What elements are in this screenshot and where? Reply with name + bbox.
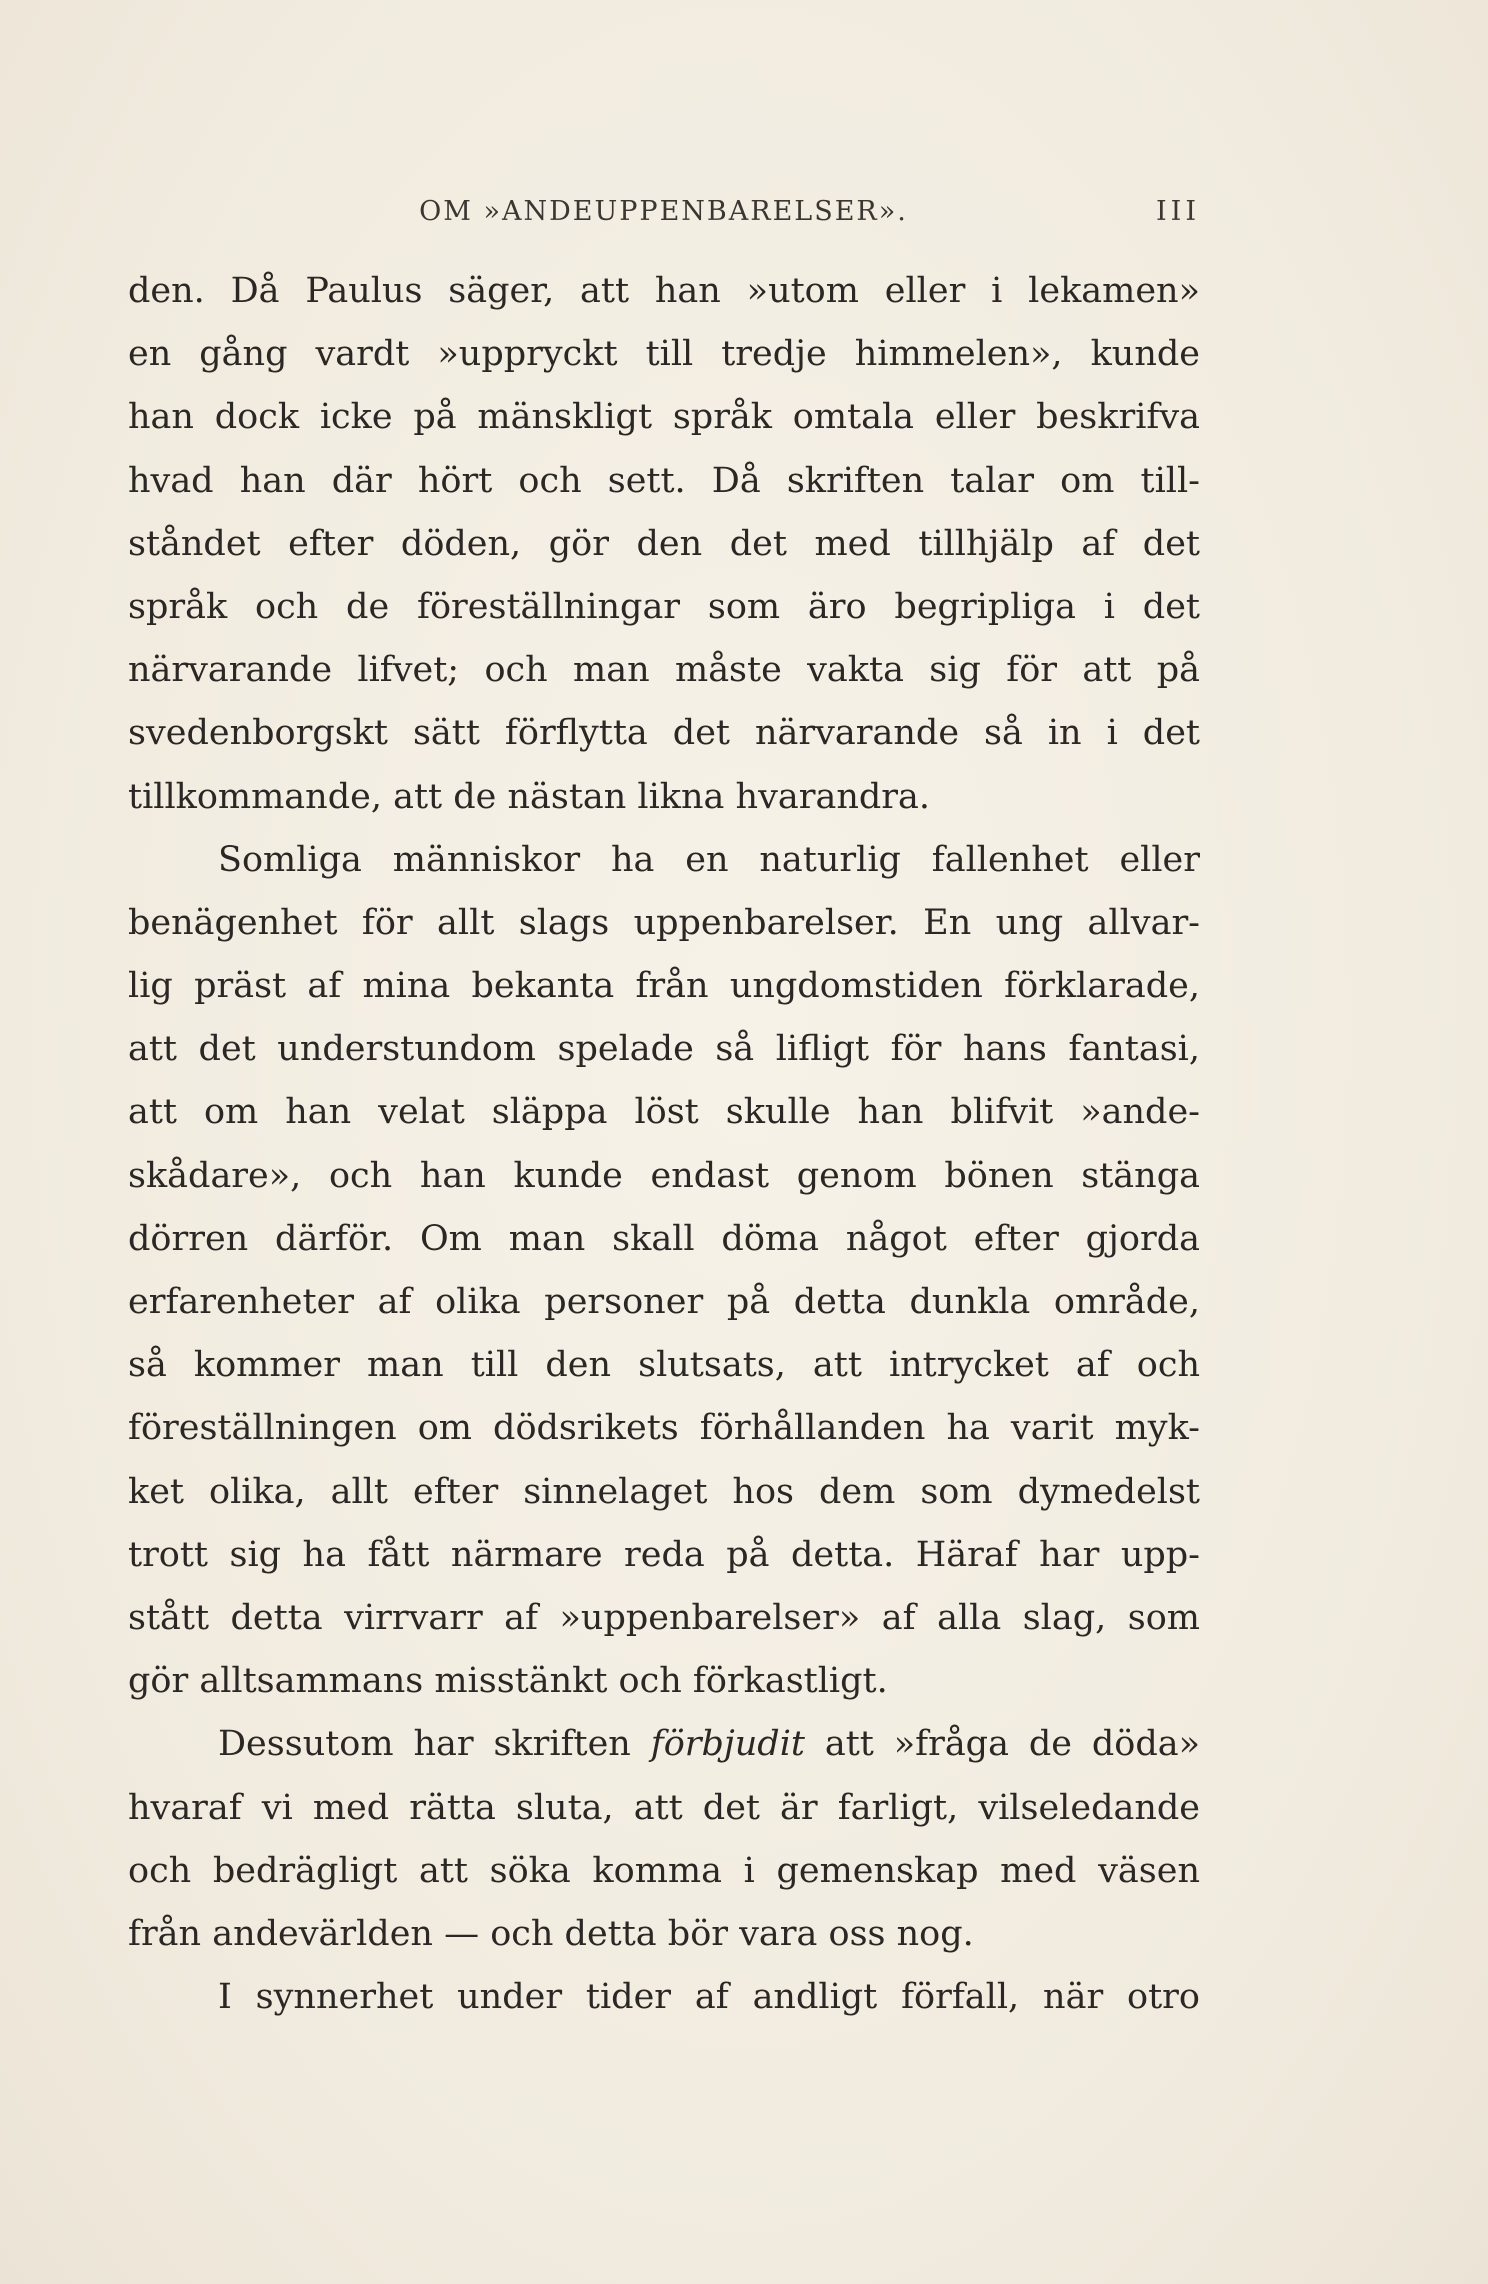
text-line: ket olika, allt efter sinnelaget hos dem som dymedelst [128, 1471, 1200, 1512]
body-text [128, 260, 1200, 2029]
text-line: I synnerhet under tider af andligt förfall, när otro [218, 1977, 1200, 2018]
text-line: och bedrägligt att söka komma i gemenskap med väsen [128, 1850, 1200, 1891]
text-line: tillkommande, att de nästan likna hvarandra. [128, 776, 930, 817]
text-line: att om han velat släppa löst skulle han blifvit »ande- [128, 1092, 1200, 1133]
text-line: lig präst af mina bekanta från ungdomstiden förklarade, [128, 966, 1200, 1007]
text-line: Somliga människor ha en naturlig fallenhet eller [218, 839, 1200, 880]
text-line: benägenhet för allt slags uppenbarelser. En ung allvar- [128, 902, 1200, 943]
page-header [127, 196, 1200, 236]
text-line: gör alltsammans misstänkt och förkastligt. [128, 1661, 888, 1702]
page-number: III [1156, 196, 1200, 227]
text-line: närvarande lifvet; och man måste vakta sig för att på [128, 650, 1200, 691]
italic-word: förbjudit [650, 1724, 805, 1765]
text-line: så kommer man till den slutsats, att intrycket af och [128, 1345, 1200, 1386]
text-line: trott sig ha fått närmare reda på detta. Häraf har upp- [128, 1534, 1200, 1575]
text-line: föreställningen om dödsrikets förhållanden ha varit myk- [128, 1408, 1200, 1449]
running-title: OM »ANDEUPPENBARELSER». [419, 196, 908, 227]
text-line: dörren därför. Om man skall döma något efter gjorda [128, 1218, 1200, 1259]
text-line: från andevärlden — och detta bör vara oss nog. [128, 1913, 974, 1954]
text-line: en gång vardt »uppryckt till tredje himmelen», kunde [128, 334, 1200, 375]
text-line: han dock icke på mänskligt språk omtala eller beskrifva [128, 397, 1200, 438]
text-line: ståndet efter döden, gör den det med tillhjälp af det [128, 523, 1200, 564]
text-line: svedenborgskt sätt förflytta det närvarande så in i det [128, 713, 1200, 754]
text-line [128, 1713, 1200, 1776]
text-line: skådare», och han kunde endast genom bönen stänga [128, 1155, 1200, 1196]
text-line: hvaraf vi med rätta sluta, att det är farligt, vilseledande [128, 1787, 1200, 1828]
text-line: den. Då Paulus säger, att han »utom eller i lekamen» [128, 271, 1200, 311]
text-segment: att »fråga de döda» [804, 1724, 1200, 1765]
text-line: hvad han där hört och sett. Då skriften talar om till- [128, 460, 1200, 501]
text-line: erfarenheter af olika personer på detta dunkla område, [128, 1282, 1200, 1322]
text-segment: Dessutom har skriften [218, 1724, 651, 1765]
text-line: språk och de föreställningar som äro begripliga i det [128, 586, 1200, 627]
text-line: stått detta virrvarr af »uppenbarelser» af alla slag, som [128, 1597, 1200, 1638]
text-line: att det understundom spelade så lifligt för hans fantasi, [128, 1029, 1200, 1070]
